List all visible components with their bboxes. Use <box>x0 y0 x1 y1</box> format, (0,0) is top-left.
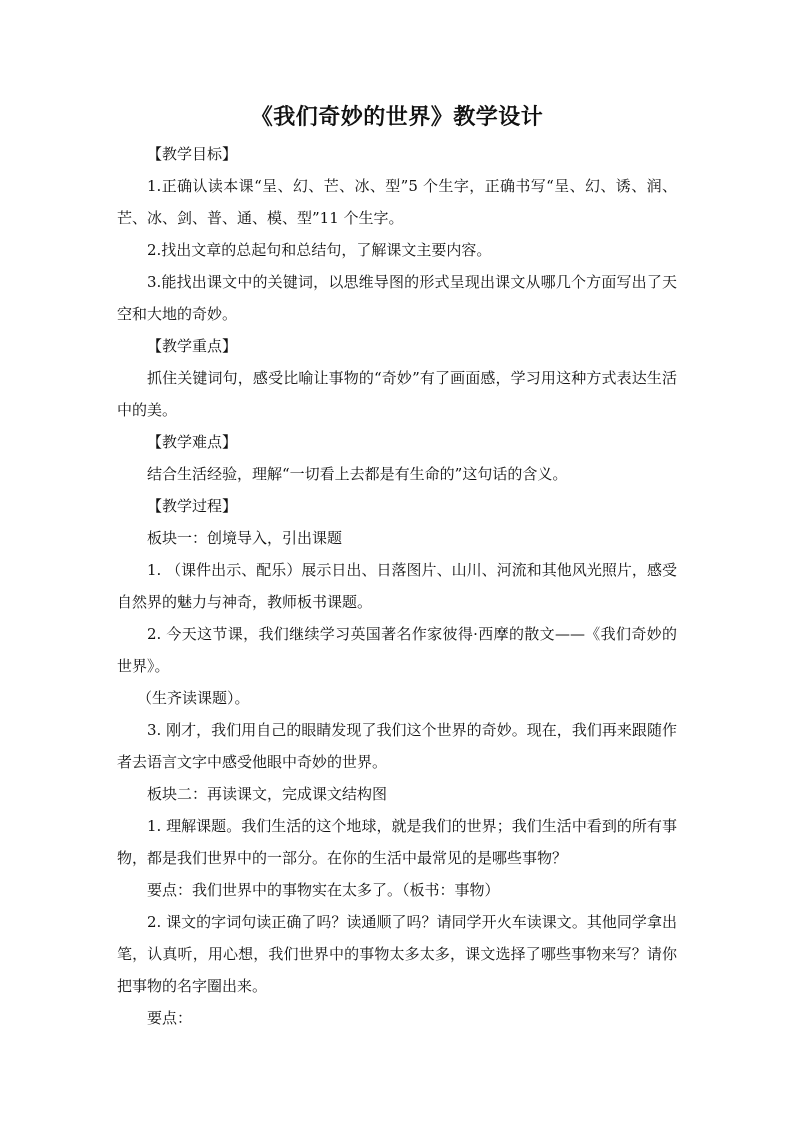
block1-heading: 板块一：创境导入，引出课题 <box>147 529 343 547</box>
process-heading: 【教学过程】 <box>147 497 238 515</box>
difficulty-paragraph: 结合生活经验，理解“一切看上去都是有生命的”这句话的含义。 <box>147 465 568 483</box>
focus-paragraph: 抓住关键词句，感受比喻让事物的“奇妙”有了画面感，学习用这种方式表达生活中的美。 <box>117 369 677 419</box>
block2-paragraph: 要点： <box>147 1009 193 1027</box>
document-title: 《我们奇妙的世界》教学设计 <box>250 104 544 130</box>
block1-paragraph: 1. （课件出示、配乐）展示日出、日落图片、山川、河流和其他风光照片，感受自然界的魅力与神奇，教师板书课题。 <box>117 561 677 611</box>
block1-paragraph: 2. 今天这节课，我们继续学习英国著名作家彼得·西摩的散文——《我们奇妙的世界》。 <box>117 625 677 675</box>
goal-paragraph: 1.正确认读本课“呈、幻、芒、冰、型”5 个生字，正确书写“呈、幻、诱、润、芒、冰、剑、普、通、模、型”11 个生字。 <box>117 177 677 227</box>
goal-paragraph: 3.能找出课文中的关键词，以思维导图的形式呈现出课文从哪几个方面写出了天空和大地的奇妙。 <box>117 273 677 323</box>
block1-paragraph: （生齐读课题）。 <box>137 689 250 707</box>
focus-heading: 【教学重点】 <box>147 337 238 355</box>
block1-paragraph: 3. 刚才，我们用自己的眼睛发现了我们这个世界的奇妙。现在，我们再来跟随作者去语言文字中感受他眼中奇妙的世界。 <box>117 721 677 771</box>
difficulty-heading: 【教学难点】 <box>147 433 238 451</box>
goals-heading: 【教学目标】 <box>147 145 238 163</box>
block2-paragraph: 要点：我们世界中的事物实在太多了。（板书：事物） <box>147 881 500 899</box>
block2-heading: 板块二：再读课文，完成课文结构图 <box>147 785 388 803</box>
document-body <box>117 100 677 1034</box>
block2-paragraph: 2. 课文的字词句读正确了吗？读通顺了吗？请同学开火车读课文。其他同学拿出笔，认真听，用心想，我们世界中的事物太多太多，课文选择了哪些事物来写？请你把事物的名字圈出来。 <box>117 913 677 995</box>
block2-paragraph: 1. 理解课题。我们生活的这个地球，就是我们的世界；我们生活中看到的所有事物，都是我们世界中的一部分。在你的生活中最常见的是哪些事物？ <box>117 817 677 867</box>
goal-paragraph: 2.找出文章的总起句和总结句，了解课文主要内容。 <box>147 241 492 259</box>
